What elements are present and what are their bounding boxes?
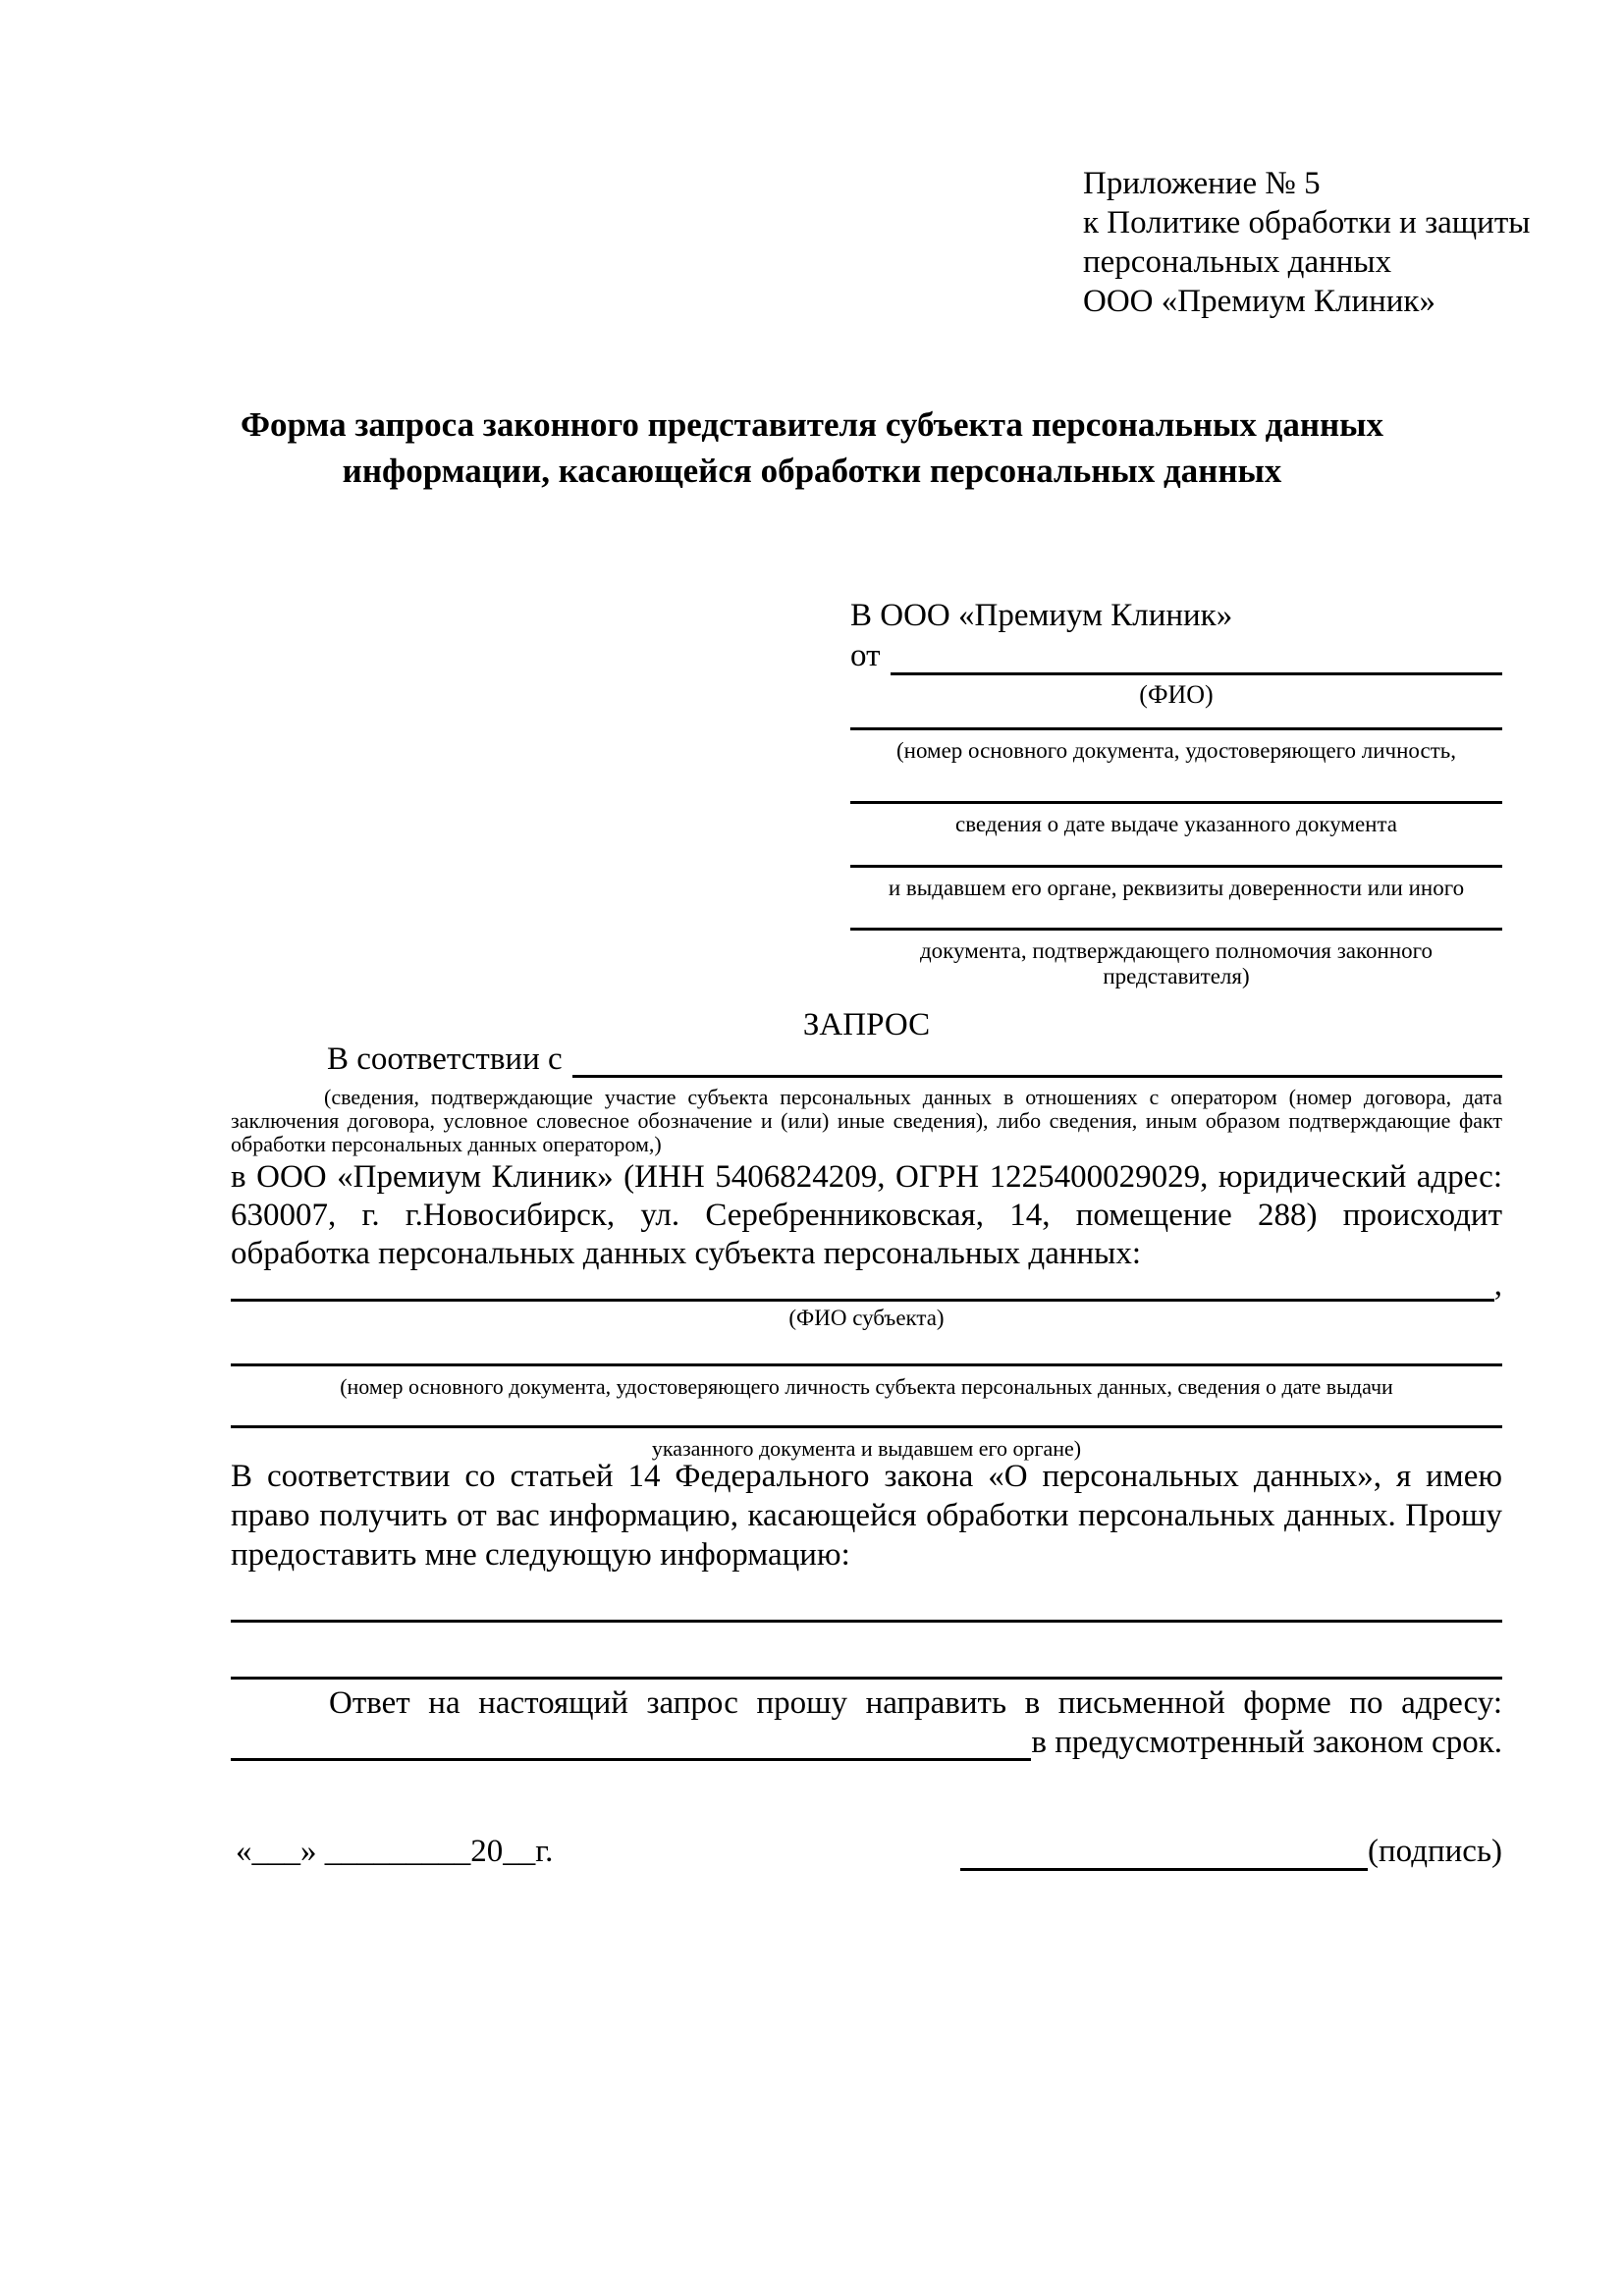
reply-address-row xyxy=(231,1724,1502,1761)
fill-line-caption: (номер основного документа, удостоверяющего личность, xyxy=(895,738,1456,763)
annex-block xyxy=(1083,164,1530,321)
annex-line: персональных данных xyxy=(1083,244,1392,280)
info-fill-line xyxy=(231,1620,1502,1623)
subject-fio-caption: (ФИО субъекта) xyxy=(788,1306,945,1330)
intro-label: В соответствии с xyxy=(327,1041,563,1077)
representative-doc-fill-line xyxy=(850,727,1502,730)
from-row xyxy=(850,636,1502,675)
date-line: «___» _________20__г. xyxy=(236,1834,554,1869)
signature-row xyxy=(231,1832,1502,1871)
intro-caption: (сведения, подтверждающие участие субъекта персональных данных в отношениях с оператором (номер договора, дата заключения договора, условное словесное обозначение и (или) иные сведения), либо сведения, иным образом подтверждающие факт обработки персональных данных оператором,) xyxy=(231,1085,1502,1156)
signature-fill-line xyxy=(960,1868,1368,1871)
subject-doc-caption: указанного документа и выдавшем его органе) xyxy=(651,1436,1082,1461)
subject-doc-fill-line xyxy=(231,1425,1502,1428)
operator-paragraph: в ООО «Премиум Клиник» (ИНН 5406824209, ОГРН 1225400029029, юридический адрес: 630007, г. г.Новосибирск, ул. Серебренниковская, 14, помещение 288) происходит обработка персональных данных субъекта персональных данных: xyxy=(231,1159,1502,1271)
subject-fio-row xyxy=(231,1262,1502,1302)
subject-doc-fill-line xyxy=(231,1363,1502,1366)
signature-caption: (подпись) xyxy=(1368,1834,1502,1869)
representative-doc-fill-line xyxy=(850,865,1502,868)
form-title xyxy=(157,401,1467,494)
fio-caption: (ФИО) xyxy=(1139,680,1214,709)
annex-line: к Политике обработки и защиты xyxy=(1083,205,1531,240)
from-fio-fill-line xyxy=(891,672,1503,675)
subject-line-suffix: , xyxy=(1493,1267,1502,1303)
fill-line-caption: сведения о дате выдаче указанного документа xyxy=(954,812,1398,836)
intro-fill-line xyxy=(572,1075,1502,1078)
reply-tail: в предусмотренный законом срок. xyxy=(1031,1725,1502,1760)
annex-line: ООО «Премиум Клиник» xyxy=(1083,284,1435,319)
reply-sentence: Ответ на настоящий запрос прошу направить в письменной форме по адресу: xyxy=(329,1685,1502,1721)
annex-line: Приложение № 5 xyxy=(1083,166,1321,201)
representative-doc-fill-line xyxy=(850,801,1502,804)
form-title-line: информации, касающейся обработки персональных данных xyxy=(342,452,1282,490)
reply-address-fill-line xyxy=(231,1758,1031,1761)
fill-line-caption: и выдавшем его органе, реквизиты доверенности или иного xyxy=(888,876,1465,900)
subject-fio-fill-line xyxy=(231,1299,1494,1302)
form-title-line: Форма запроса законного представителя субъекта персональных данных xyxy=(241,405,1383,444)
subject-doc-caption: (номер основного документа, удостоверяющего личность субъекта персональных данных, сведения о дате выдачи xyxy=(340,1374,1393,1399)
info-fill-line xyxy=(231,1677,1502,1680)
request-heading: ЗАПРОС xyxy=(802,1007,931,1042)
addressee-to: В ООО «Премиум Клиник» xyxy=(850,598,1233,633)
from-label: от xyxy=(850,638,881,673)
representative-doc-fill-line xyxy=(850,928,1502,931)
intro-row xyxy=(231,1041,1502,1078)
fill-line-caption: документа, подтверждающего полномочия законного представителя) xyxy=(919,938,1433,988)
law-paragraph: В соответствии со статьей 14 Федерального закона «О персональных данных», я имею право получить от вас информацию, касающейся обработки персональных данных. Прошу предоставить мне следующую информацию: xyxy=(231,1459,1502,1573)
